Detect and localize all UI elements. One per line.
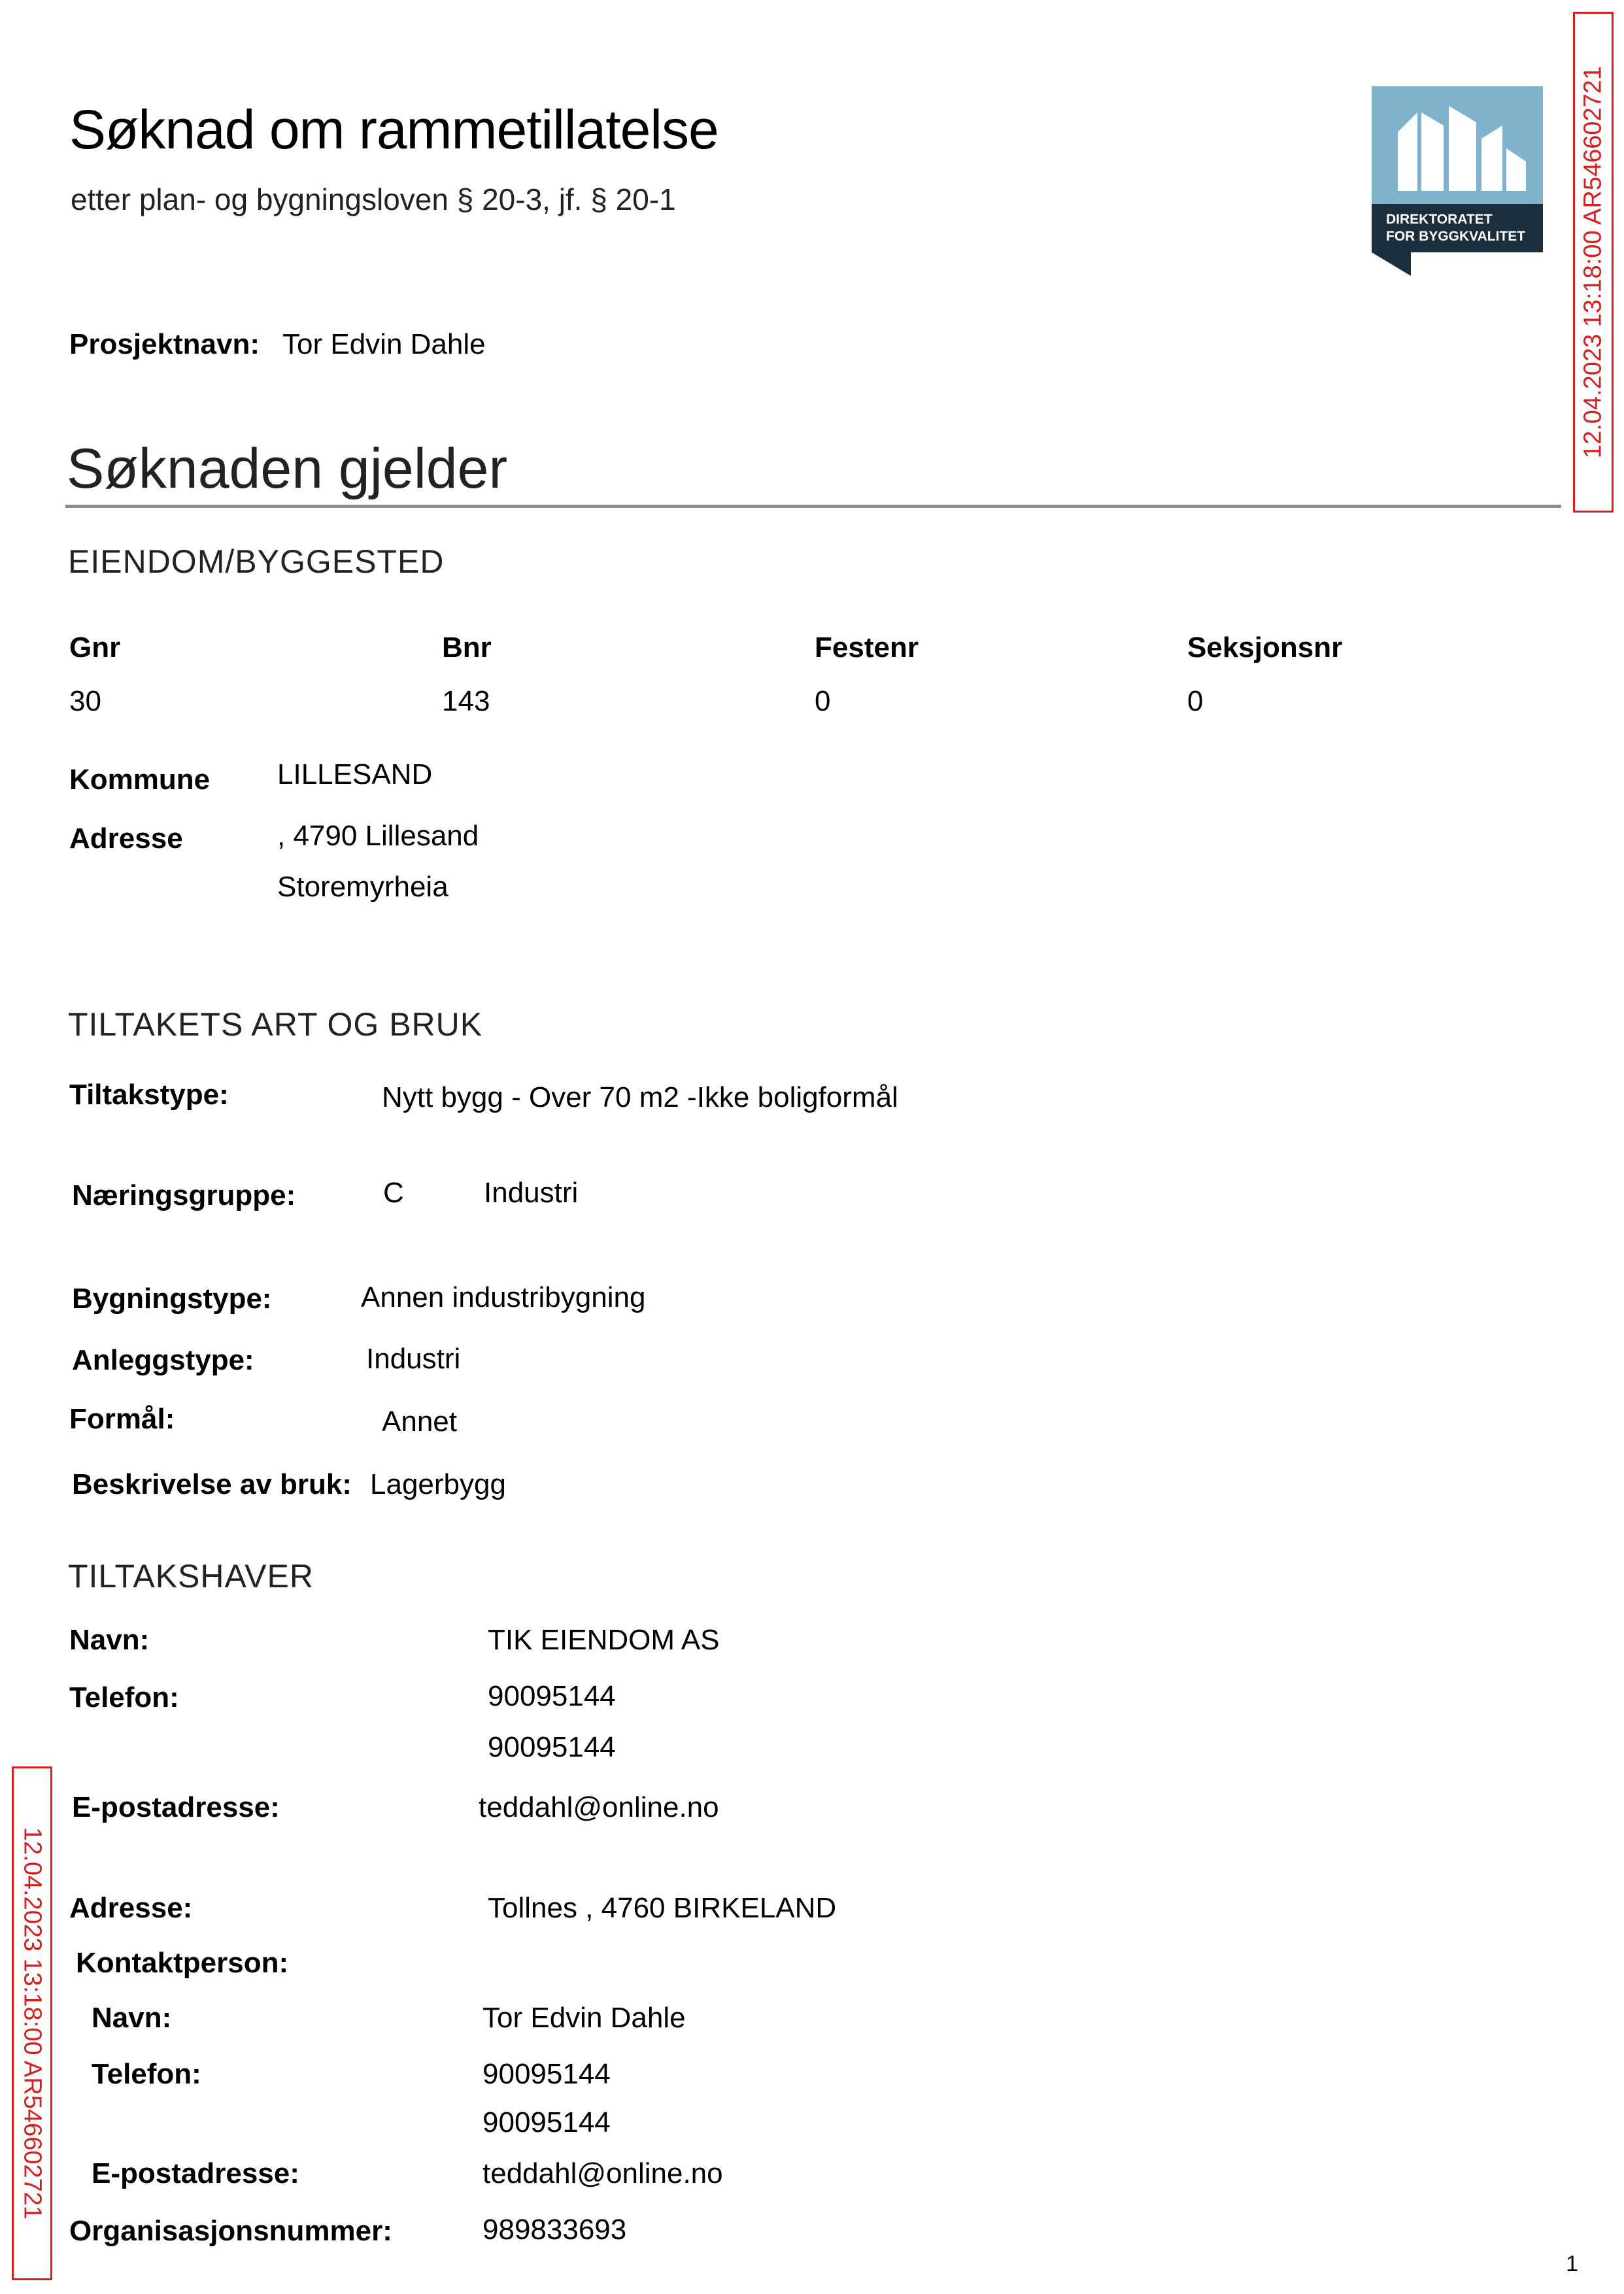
kommune-label: Kommune: [69, 764, 211, 796]
naeringsgruppe-code: C: [383, 1177, 404, 1209]
value-bnr: 143: [442, 685, 490, 717]
owner-epost-value: teddahl@online.no: [479, 1791, 719, 1823]
value-gnr: 30: [69, 685, 101, 717]
measure-heading: TILTAKETS ART OG BRUK: [68, 1006, 483, 1043]
page-subtitle: etter plan- og bygningsloven § 20-3, jf. § 20-1: [71, 182, 676, 216]
col-seksjonsnr: Seksjonsnr: [1187, 632, 1343, 664]
owner-epost-label: E-postadresse:: [72, 1791, 280, 1823]
orgnr-label: Organisasjonsnummer:: [69, 2215, 392, 2247]
owner-telefon-2: 90095144: [488, 1731, 616, 1763]
owner-telefon-1: 90095144: [488, 1680, 616, 1712]
kontakt-navn-label: Navn:: [92, 2002, 172, 2034]
kontakt-epost-value: teddahl@online.no: [482, 2157, 723, 2189]
page-number: 1: [1566, 2252, 1578, 2276]
kommune-value: LILLESAND: [277, 758, 433, 790]
project-label: Prosjektnavn:: [69, 328, 260, 360]
stamp-text: 12.04.2023 13:18:00 AR546602721: [18, 1827, 46, 2220]
kontakt-epost-label: E-postadresse:: [92, 2157, 299, 2189]
owner-adresse-value: Tollnes , 4760 BIRKELAND: [488, 1892, 837, 1924]
timestamp-stamp-top: [1573, 12, 1614, 513]
formal-label: Formål:: [69, 1403, 175, 1435]
page-title: Søknad om rammetillatelse: [69, 99, 719, 160]
anleggstype-label: Anleggstype:: [72, 1344, 254, 1376]
adresse-line2: Storemyrheia: [277, 871, 448, 903]
kontakt-telefon-2: 90095144: [482, 2106, 611, 2138]
kontakt-navn-value: Tor Edvin Dahle: [482, 2002, 686, 2034]
col-bnr: Bnr: [442, 632, 492, 664]
col-festenr: Festenr: [815, 632, 919, 664]
owner-navn-value: TIK EIENDOM AS: [488, 1624, 720, 1656]
adresse-label: Adresse: [69, 822, 183, 854]
owner-heading: TILTAKSHAVER: [68, 1558, 314, 1594]
owner-adresse-label: Adresse:: [69, 1892, 193, 1924]
value-festenr: 0: [815, 685, 831, 717]
anleggstype-value: Industri: [366, 1343, 461, 1375]
section-title: Søknaden gjelder: [67, 437, 508, 500]
timestamp-stamp-left: [12, 1766, 52, 2280]
project-value: Tor Edvin Dahle: [282, 328, 486, 360]
col-gnr: Gnr: [69, 632, 121, 664]
tiltakstype-label: Tiltakstype:: [69, 1079, 229, 1111]
orgnr-value: 989833693: [482, 2214, 627, 2246]
owner-navn-label: Navn:: [69, 1624, 150, 1656]
tiltakstype-value: Nytt bygg - Over 70 m2 -Ikke boligformål: [382, 1081, 898, 1113]
beskrivelse-label: Beskrivelse av bruk:: [72, 1468, 352, 1500]
value-seksjonsnr: 0: [1187, 685, 1204, 717]
bygningstype-label: Bygningstype:: [72, 1283, 272, 1315]
section-divider: [65, 505, 1561, 508]
owner-telefon-label: Telefon:: [69, 1681, 179, 1713]
bygningstype-value: Annen industribygning: [361, 1281, 646, 1313]
naeringsgruppe-value: Industri: [484, 1177, 579, 1209]
beskrivelse-value: Lagerbygg: [370, 1468, 506, 1500]
kontakt-telefon-label: Telefon:: [92, 2058, 201, 2090]
formal-value: Annet: [382, 1406, 457, 1438]
svg-text:FOR BYGGKVALITET: FOR BYGGKVALITET: [1386, 229, 1526, 244]
property-heading: EIENDOM/BYGGESTED: [68, 543, 445, 580]
svg-text:DIREKTORATET: DIREKTORATET: [1386, 212, 1493, 227]
stamp-text: 12.04.2023 13:18:00 AR546602721: [1579, 65, 1607, 459]
naeringsgruppe-label: Næringsgruppe:: [72, 1179, 296, 1211]
kontaktperson-label: Kontaktperson:: [76, 1947, 289, 1979]
dibk-logo: [1372, 86, 1543, 276]
adresse-line1: , 4790 Lillesand: [277, 820, 479, 852]
kontakt-telefon-1: 90095144: [482, 2058, 611, 2090]
